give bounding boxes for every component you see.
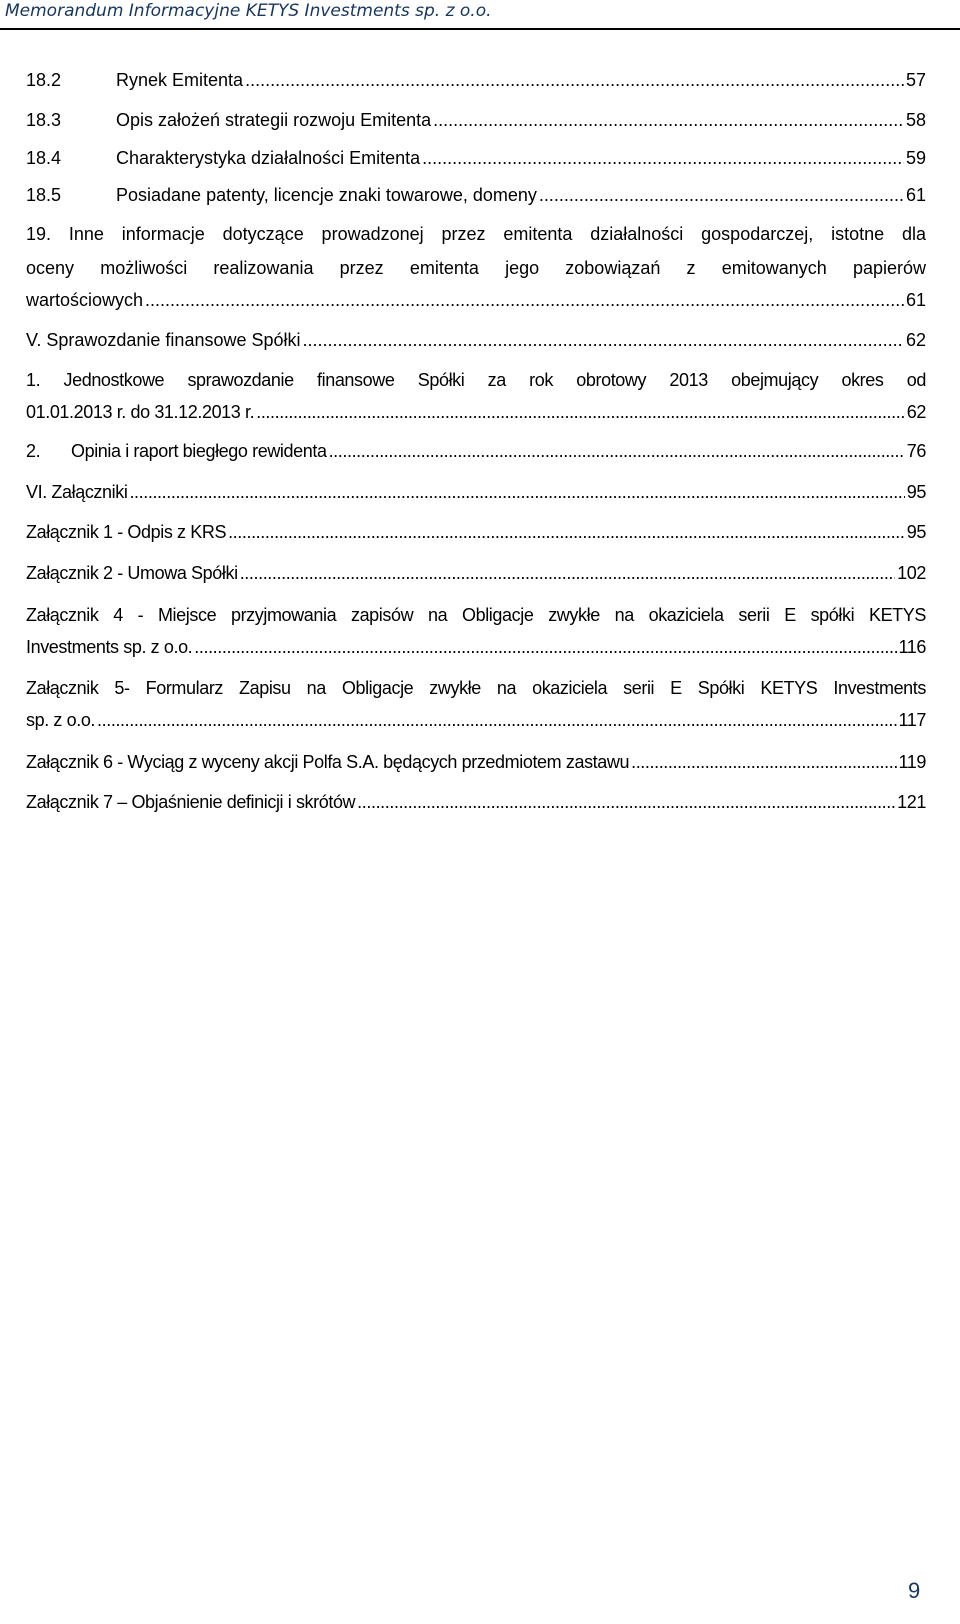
toc-entry-18-2[interactable]	[26, 70, 926, 91]
toc-entry-18-5[interactable]	[26, 185, 926, 206]
toc-leader-dots	[303, 330, 904, 351]
toc-entry-1[interactable]	[26, 402, 926, 423]
toc-number: 18.5	[26, 185, 62, 205]
toc-page-number: 62	[905, 330, 926, 350]
toc-label: Posiadane patenty, licencje znaki towarowe, domeny	[116, 185, 537, 205]
toc-label: V. Sprawozdanie finansowe Spółki	[26, 330, 301, 350]
document-header-title: Memorandum Informacyjne KETYS Investments sp. z o.o.	[5, 1, 492, 21]
toc-number: 18.4	[26, 148, 62, 168]
header-divider	[0, 28, 960, 30]
toc-label: Załącznik 7 – Objaśnienie definicji i skrótów	[26, 792, 356, 812]
page-number: 9	[908, 1578, 921, 1603]
toc-number: 18.3	[26, 110, 62, 130]
toc-page-number: 95	[906, 482, 926, 502]
toc-leader-dots	[631, 752, 896, 773]
toc-label: wartościowych	[26, 290, 144, 310]
toc-entry-1-line-1[interactable]: 1. Jednostkowe sprawozdanie finansowe Spółki za rok obrotowy 2013 obejmujący okres od	[26, 370, 926, 390]
toc-label: Opinia i raport biegłego rewidenta	[71, 441, 327, 461]
toc-entry-zalacznik-4[interactable]	[26, 637, 926, 658]
toc-leader-dots	[228, 522, 905, 543]
toc-label: Rynek Emitenta	[116, 70, 244, 90]
toc-entry-zalacznik-4-line-1[interactable]: Załącznik 4 - Miejsce przyjmowania zapisów na Obligacje zwykłe na okaziciela serii E spółki KETYS	[26, 605, 926, 625]
toc-entry-vi[interactable]	[26, 482, 926, 503]
toc-leader-dots	[329, 441, 905, 462]
toc-page-number: 61	[905, 290, 926, 310]
toc-label: 01.01.2013 r. do 31.12.2013 r.	[26, 402, 255, 422]
toc-entry-19[interactable]	[26, 290, 926, 311]
toc-label: Załącznik 1 - Odpis z KRS	[26, 522, 227, 542]
toc-leader-dots	[240, 563, 895, 584]
toc-entry-18-4[interactable]	[26, 148, 926, 169]
toc-entry-2[interactable]	[26, 441, 926, 462]
toc-leader-dots	[422, 148, 904, 169]
toc-entry-zalacznik-1[interactable]	[26, 522, 926, 543]
toc-label: Opis założeń strategii rozwoju Emitenta	[116, 110, 432, 130]
toc-entry-zalacznik-5[interactable]	[26, 710, 926, 731]
toc-entry-19-line-2[interactable]: oceny możliwości realizowania przez emitenta jego zobowiązań z emitowanych papierów	[26, 258, 926, 278]
toc-entry-zalacznik-7[interactable]	[26, 792, 926, 813]
toc-page-number: 119	[898, 752, 926, 772]
toc-label: Załącznik 6 - Wyciąg z wyceny akcji Polfa S.A. będących przedmiotem zastawu	[26, 752, 630, 772]
toc-entry-19-line-1[interactable]: 19. Inne informacje dotyczące prowadzonej przez emitenta działalności gospodarczej, istotne dla	[26, 224, 926, 244]
toc-label: Investments sp. z o.o.	[26, 637, 193, 657]
toc-label: Załącznik 2 - Umowa Spółki	[26, 563, 238, 583]
toc-entry-zalacznik-5-line-1[interactable]: Załącznik 5- Formularz Zapisu na Obligacje zwykłe na okaziciela serii E Spółki KETYS Investments	[26, 678, 926, 698]
toc-entry-18-3[interactable]	[26, 110, 926, 131]
toc-leader-dots	[433, 110, 904, 131]
toc-leader-dots	[245, 70, 904, 91]
toc-page-number: 116	[898, 637, 926, 657]
toc-page-number: 117	[898, 710, 926, 730]
toc-page-number: 95	[906, 522, 926, 542]
toc-page-number: 76	[906, 441, 926, 461]
toc-leader-dots	[256, 402, 905, 423]
toc-leader-dots	[194, 637, 896, 658]
toc-page-number: 121	[897, 792, 926, 812]
toc-page-number: 61	[905, 185, 926, 205]
toc-page-number: 62	[906, 402, 926, 422]
toc-leader-dots	[357, 792, 895, 813]
toc-entry-v[interactable]	[26, 330, 926, 351]
toc-entry-zalacznik-6[interactable]	[26, 752, 926, 773]
toc-page-number: 57	[905, 70, 926, 90]
toc-page-number: 59	[905, 148, 926, 168]
toc-label: sp. z o.o.	[26, 710, 96, 730]
toc-number: 2.	[26, 441, 41, 461]
toc-leader-dots	[145, 290, 904, 311]
toc-label: Charakterystyka działalności Emitenta	[116, 148, 421, 168]
toc-entry-zalacznik-2[interactable]	[26, 563, 926, 584]
toc-number: 18.2	[26, 70, 62, 90]
toc-leader-dots	[97, 710, 896, 731]
toc-leader-dots	[539, 185, 904, 206]
toc-page-number: 102	[897, 563, 926, 583]
toc-page-number: 58	[905, 110, 926, 130]
toc-label: VI. Załączniki	[26, 482, 128, 502]
toc-leader-dots	[129, 482, 904, 503]
